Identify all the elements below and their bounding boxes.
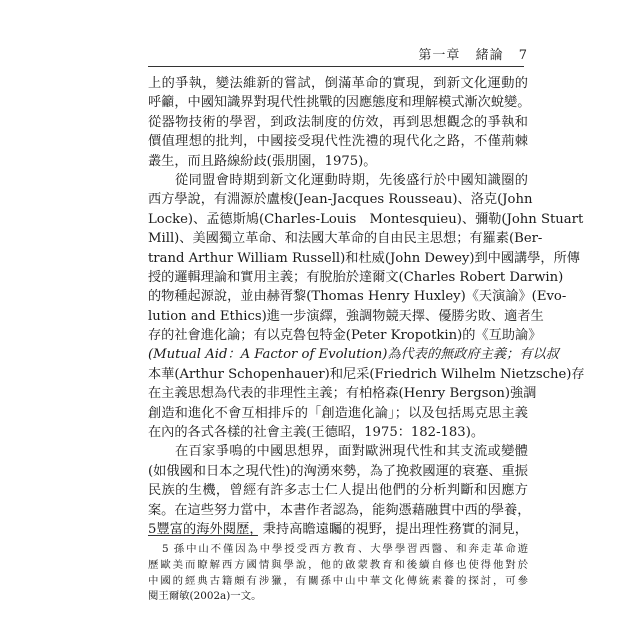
body-line: 存的社會進化論；有以克魯包特金(Peter Kropotkin)的《互助論》 <box>148 328 542 344</box>
body-text <box>148 74 585 539</box>
body-line: Mill)、美國獨立革命、和法國大革命的自由民主思想；有羅素(Ber- <box>148 231 543 247</box>
body-line: (如俄國和日本之現代性)的洶湧來勢，為了挽救國運的衰蹇、重振 <box>148 463 528 479</box>
body-line: 案。在這些努力當中，本書作者認為，能夠憑藉融貫中西的學養， <box>148 502 531 518</box>
body-line: 創造和進化不會互相排斥的「創造進化論」；以及包括馬克思主義 <box>148 405 528 421</box>
running-head <box>148 44 528 66</box>
body-line: 叢生，而且路線紛歧(張朋園，1975)。 <box>148 153 377 169</box>
footnote-line: 中國的經典古籍頗有涉獵，有關孫中山中華文化傳統素養的探討，可參 <box>148 574 528 587</box>
body-line: 價值理想的批判，中國接受現代性洗禮的現代化之路，不僅荊棘 <box>148 134 528 150</box>
page-number: 7 <box>518 48 528 63</box>
body-line: 西方學說，有淵源於盧梭(Jean-Jacques Rousseau)、洛克(John <box>148 192 533 208</box>
body-line: trand Arthur William Russell)和杜威(John Dewey)到中國講學，所傳 <box>148 250 580 266</box>
body-line: 本華(Arthur Schopenhauer)和尼采(Friedrich Wilhelm Nietzsche)存 <box>148 366 585 382</box>
body-line: 從器物技術的學習，到政法制度的仿效，再到思想觀念的爭執和 <box>148 114 528 130</box>
body-line: Locke)、孟德斯鳩(Charles-Louis Montesquieu)、彌勒(John Stuart <box>148 211 584 227</box>
footnote <box>148 542 528 605</box>
body-line: 在主義思想為代表的非理性主義；有柏格森(Henry Bergson)強調 <box>148 386 537 402</box>
footnote-line: 5 孫中山不僅因為中學授受西方教育、大學學習西醫、和奔走革命遊 <box>162 543 528 555</box>
body-line: 5豐富的海外閱歷，秉持高瞻遠矚的視野，提出理性務實的洞見， <box>148 521 528 537</box>
body-line: lution and Ethics)進一步演繹，強調物競天擇、優勝劣敗、適者生 <box>148 308 544 324</box>
body-line: 的物種起源說，並由赫胥黎(Thomas Henry Huxley)《天演論》(Evo- <box>148 289 567 305</box>
body-line: (Mutual Aid：A Factor of Evolution)為代表的無政府主義；有以叔 <box>148 347 559 363</box>
body-line: 在百家爭鳴的中國思想界，面對歐洲現代性和其支流或變體 <box>175 444 528 460</box>
body-line: 上的爭執，變法維新的嘗試，倒滿革命的實現，到新文化運動的 <box>148 76 528 91</box>
body-line: 呼籲，中國知識界對現代性挑戰的因應態度和理解模式漸次蛻變。 <box>148 95 531 111</box>
body-line: 授的邏輯理論和實用主義；有脫胎於達爾文(Charles Robert Darwin) <box>148 269 564 285</box>
body-line: 在內的各式各樣的社會主義(王德昭，1975：182-183)。 <box>148 425 485 441</box>
footnote-rule <box>148 535 258 536</box>
body-line: 民族的生機，曾經有許多志士仁人提出他們的分析判斷和因應方 <box>148 483 528 499</box>
chapter-label: 第一章 <box>418 48 461 63</box>
header-rule <box>148 66 524 67</box>
body-line: 從同盟會時期到新文化運動時期，先後盛行於中國知識圈的 <box>175 172 528 188</box>
footnote-line: 歷歐美而瞭解西方國情與學說，他的啟蒙教育和後續自修也使得他對於 <box>148 558 528 571</box>
chapter-title: 緒論 <box>475 48 504 63</box>
footnote-line: 閱王爾敏(2002a)一文。 <box>148 590 262 603</box>
